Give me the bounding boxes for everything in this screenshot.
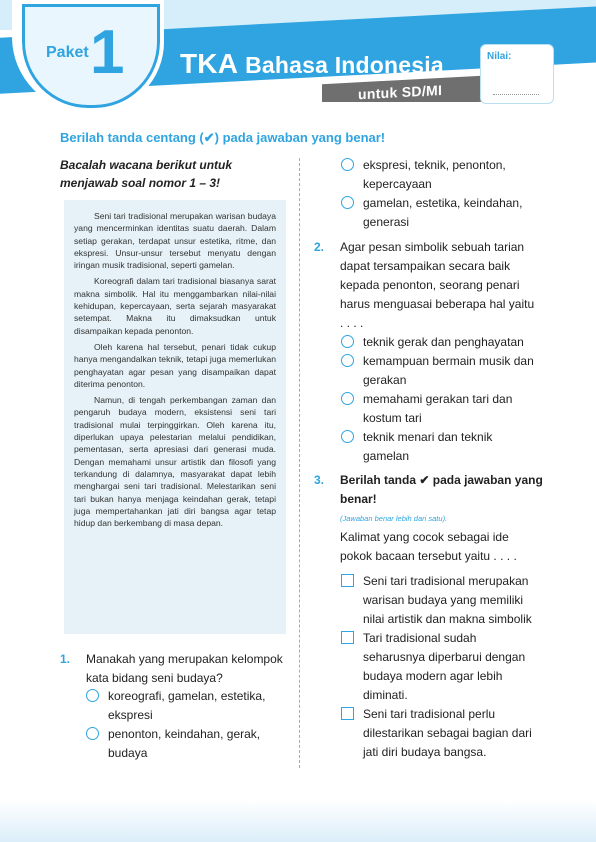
footer-band xyxy=(0,800,596,842)
question-number: 3. xyxy=(314,473,325,487)
passage-paragraph: Oleh karena hal tersebut, penari tidak cukup hanya mengandalkan teknik, tetapi juga memerlukan penghayatan agar pesan yang disampaikan dapat diterima penonton. xyxy=(74,341,276,389)
option-2b[interactable]: kemampuan bermain musik dan gerakan xyxy=(341,352,561,390)
option-3b[interactable]: Tari tradisional sudah seharusnya diperbarui dengan budaya modern agar lebih diminati. xyxy=(341,629,561,705)
option-2d[interactable]: teknik menari dan teknik gamelan xyxy=(341,428,561,466)
option-1a[interactable]: koreografi, gamelan, estetika, ekspresi xyxy=(86,687,286,725)
question-stem: Manakah yang merupakan kelompok xyxy=(86,652,283,666)
answer-note: (Jawaban benar lebih dari satu). xyxy=(340,514,448,523)
score-label: Nilai: xyxy=(487,51,512,62)
title-sub: Bahasa Indonesia xyxy=(245,52,444,78)
radio-button[interactable] xyxy=(86,689,99,702)
radio-button[interactable] xyxy=(341,158,354,171)
radio-button[interactable] xyxy=(341,430,354,443)
question-2: 2. Agar pesan simbolik sebuah tarian dapat tersampaikan secara baik kepada penonton, seorang penari harus menguasai beberapa hal yaitu . . . . xyxy=(314,240,535,330)
title-main: TKA xyxy=(180,48,238,79)
option-1c[interactable]: ekspresi, teknik, penonton, kepercayaan xyxy=(341,156,561,194)
question-1 xyxy=(60,650,300,690)
checkbox[interactable] xyxy=(341,631,354,644)
page-title xyxy=(180,48,444,80)
score-box[interactable] xyxy=(480,44,554,104)
radio-button[interactable] xyxy=(341,196,354,209)
radio-button[interactable] xyxy=(341,354,354,367)
question-3-stem: Kalimat yang cocok sebagai ide pokok bacaan tersebut yaitu . . . . xyxy=(340,530,517,563)
question-stem: kata bidang seni budaya? xyxy=(86,671,223,685)
reading-lead: Bacalah wacana berikut untuk menjawab soal nomor 1 – 3! xyxy=(60,158,233,190)
reading-passage xyxy=(64,200,286,634)
passage-paragraph: Seni tari tradisional merupakan warisan budaya yang mencerminkan identitas suatu daerah. Dalam setiap gerakan, terdapat unsur estetika, ritme, dan ekspresi. Unsur-unsur tersebut menyatu dengan iringan musik tradisional, seperti gamelan. xyxy=(74,211,276,271)
paket-label: Paket xyxy=(46,44,89,61)
option-2a[interactable]: teknik gerak dan penghayatan xyxy=(341,333,561,352)
option-3a[interactable]: Seni tari tradisional merupakan warisan budaya yang memiliki nilai artistik dan makna simbolik xyxy=(341,572,561,629)
score-line xyxy=(493,94,539,95)
question-3: 3. Berilah tanda ✔ pada jawaban yang benar! xyxy=(314,473,543,506)
paket-number: 1 xyxy=(90,18,125,87)
subtitle: untuk SD/MI xyxy=(358,81,443,102)
option-1b[interactable]: penonton, keindahan, gerak, budaya xyxy=(86,725,286,763)
radio-button[interactable] xyxy=(341,392,354,405)
option-3c[interactable]: Seni tari tradisional perlu dilestarikan sebagai bagian dari jati diri budaya bangsa. xyxy=(341,705,561,762)
passage-paragraph: Namun, di tengah perkembangan zaman dan pengaruh budaya modern, eksistensi seni tari tradisional mulai terpinggirkan. Oleh karena itu, diperlukan upaya pelestarian melalui pendidikan, pementasan, serta apresiasi dari generasi muda. Dengan memahami unsur artistik dan filosofi yang terkandung di dalamnya, masyarakat dapat lebih menghargai seni tari tradisional. Melestarikan seni tari bukan hanya menjaga keindahan gerak, tetapi juga mempertahankan jati diri bangsa agar tetap hidup dan berkembang di masa depan. xyxy=(74,395,276,529)
checkbox[interactable] xyxy=(341,574,354,587)
radio-button[interactable] xyxy=(86,727,99,740)
instruction: Berilah tanda centang (✔) pada jawaban yang benar! xyxy=(60,130,386,145)
option-2c[interactable]: memahami gerakan tari dan kostum tari xyxy=(341,390,561,428)
question-number: 1. xyxy=(60,652,71,666)
option-1d[interactable]: gamelan, estetika, keindahan, generasi xyxy=(341,194,561,232)
radio-button[interactable] xyxy=(341,335,354,348)
passage-paragraph: Koreografi dalam tari tradisional biasanya sarat makna simbolik. Hal itu menggambarkan nilai-nilai kehidupan, kepercayaan, serta sejarah masyarakat setempat. Makna itu dimaksudkan untuk disampaikan kepada penonton. xyxy=(74,276,276,336)
question-number: 2. xyxy=(314,240,325,254)
checkbox[interactable] xyxy=(341,707,354,720)
